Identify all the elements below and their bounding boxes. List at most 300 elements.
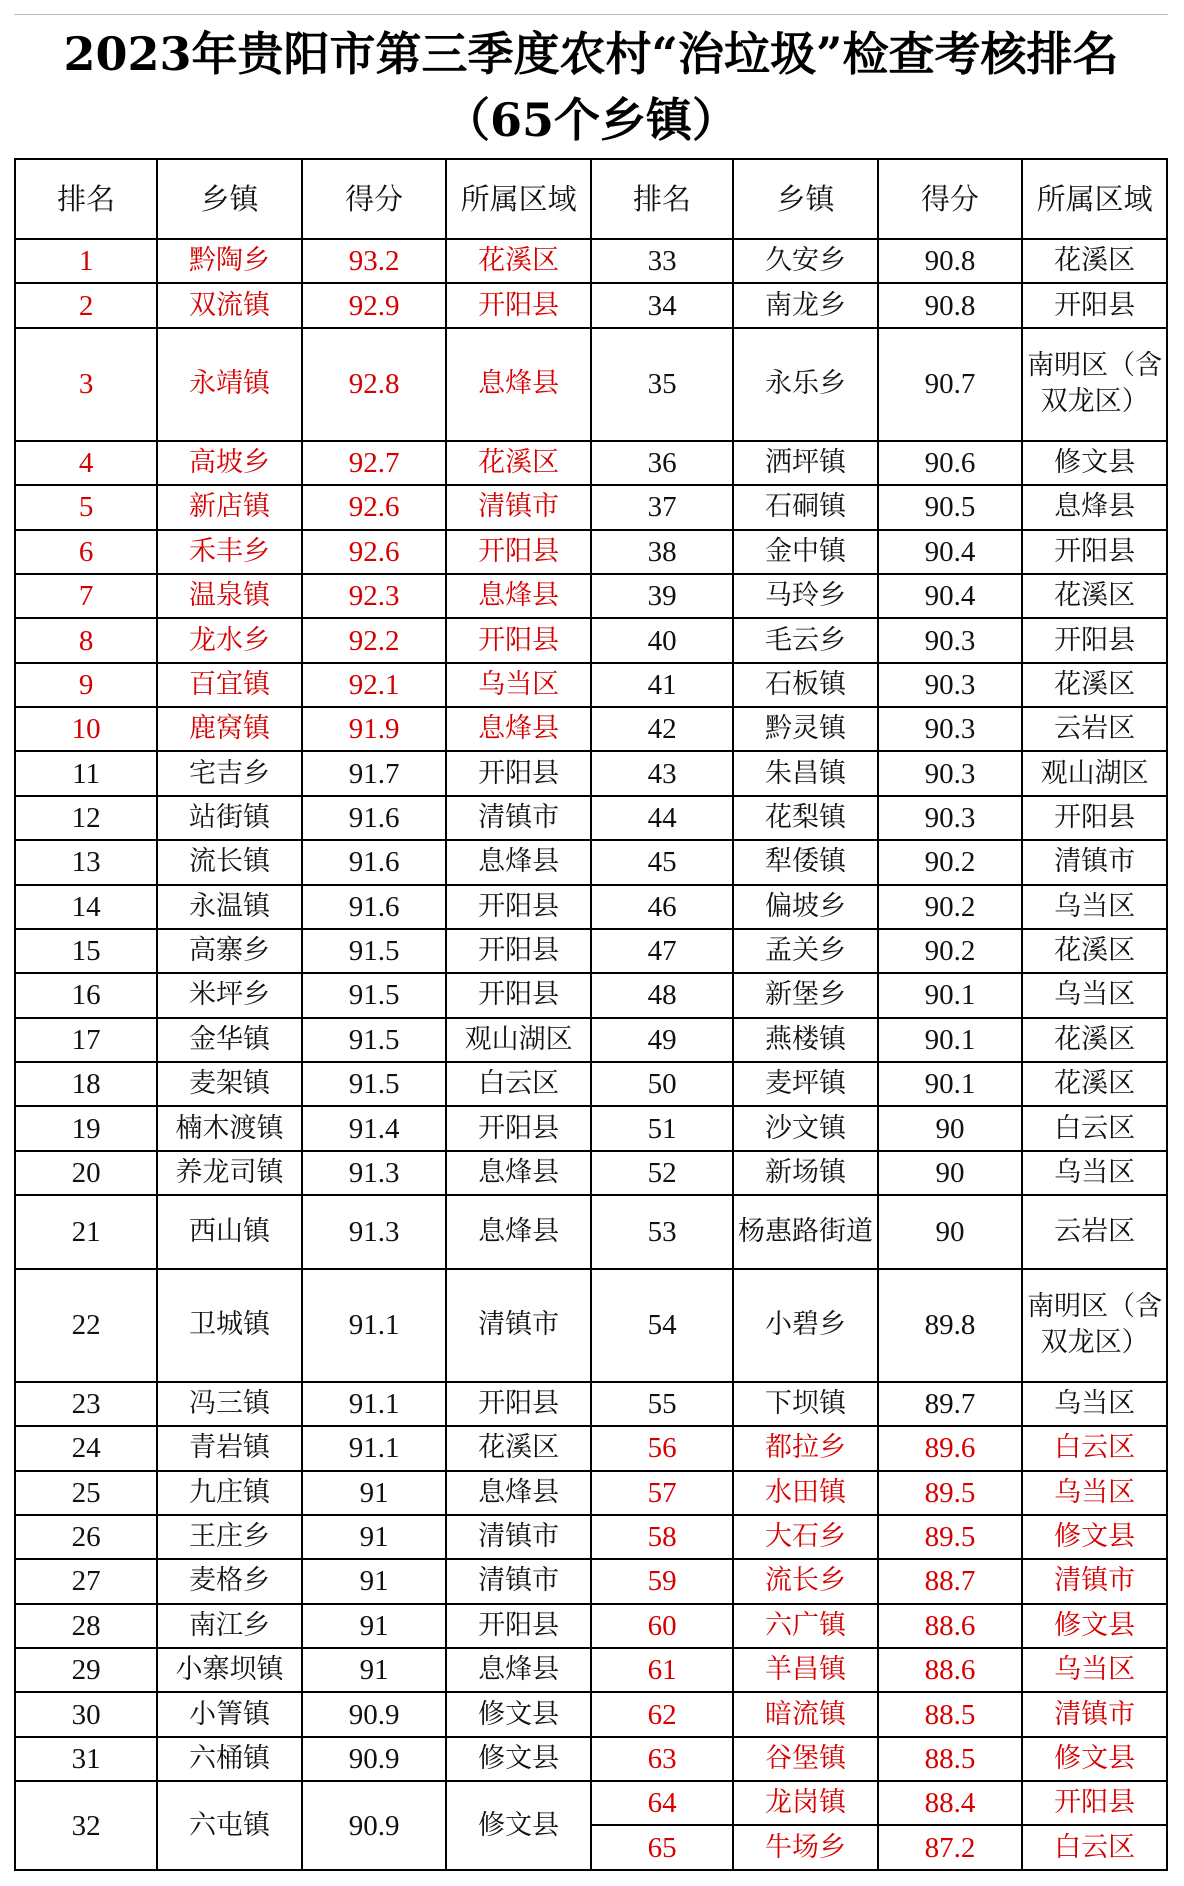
rank-cell: 15 — [15, 929, 157, 973]
header-score: 得分 — [878, 159, 1023, 239]
score-cell: 91 — [302, 1515, 447, 1559]
town-cell: 卫城镇 — [157, 1269, 302, 1382]
rank-cell: 23 — [15, 1382, 157, 1426]
area-cell: 乌当区 — [1022, 885, 1167, 929]
score-cell: 91.7 — [302, 751, 447, 795]
score-cell: 89.6 — [878, 1426, 1023, 1470]
town-cell: 羊昌镇 — [733, 1648, 878, 1692]
town-cell: 暗流镇 — [733, 1692, 878, 1736]
rank-cell: 34 — [591, 283, 733, 327]
rank-cell: 25 — [15, 1471, 157, 1515]
score-cell: 92.8 — [302, 328, 447, 441]
score-cell: 90.9 — [302, 1737, 447, 1781]
area-cell: 乌当区 — [1022, 1648, 1167, 1692]
header-area: 所属区域 — [1022, 159, 1167, 239]
rank-cell: 39 — [591, 574, 733, 618]
area-cell: 清镇市 — [1022, 840, 1167, 884]
town-cell: 孟关乡 — [733, 929, 878, 973]
score-cell: 90.3 — [878, 796, 1023, 840]
area-cell: 修文县 — [446, 1737, 591, 1781]
rank-cell: 17 — [15, 1018, 157, 1062]
town-cell: 九庄镇 — [157, 1471, 302, 1515]
header-row — [15, 159, 1167, 239]
score-cell: 88.6 — [878, 1604, 1023, 1648]
area-cell: 修文县 — [1022, 1604, 1167, 1648]
table-row — [15, 1269, 1167, 1382]
town-cell: 永靖镇 — [157, 328, 302, 441]
rank-cell: 51 — [591, 1106, 733, 1150]
area-cell: 修文县 — [1022, 1737, 1167, 1781]
town-cell: 新店镇 — [157, 485, 302, 529]
table-row — [15, 618, 1167, 662]
rank-cell: 57 — [591, 1471, 733, 1515]
score-cell: 90.9 — [302, 1692, 447, 1736]
area-cell: 花溪区 — [1022, 239, 1167, 283]
rank-cell: 36 — [591, 441, 733, 485]
town-cell: 宅吉乡 — [157, 751, 302, 795]
rank-cell: 9 — [15, 663, 157, 707]
town-cell: 西山镇 — [157, 1195, 302, 1269]
rank-cell: 28 — [15, 1604, 157, 1648]
area-cell: 乌当区 — [1022, 1382, 1167, 1426]
score-cell: 91.9 — [302, 707, 447, 751]
table-row — [15, 1062, 1167, 1106]
header-area: 所属区域 — [446, 159, 591, 239]
rank-cell: 14 — [15, 885, 157, 929]
rank-cell: 18 — [15, 1062, 157, 1106]
town-cell: 大石乡 — [733, 1515, 878, 1559]
town-cell: 毛云乡 — [733, 618, 878, 662]
rank-cell: 46 — [591, 885, 733, 929]
score-cell: 89.8 — [878, 1269, 1023, 1382]
area-cell: 乌当区 — [1022, 973, 1167, 1017]
score-cell: 92.2 — [302, 618, 447, 662]
area-cell: 开阳县 — [446, 530, 591, 574]
rank-cell: 43 — [591, 751, 733, 795]
rank-cell: 38 — [591, 530, 733, 574]
score-cell: 88.7 — [878, 1559, 1023, 1603]
table-row — [15, 1195, 1167, 1269]
table-row — [15, 707, 1167, 751]
town-cell: 冯三镇 — [157, 1382, 302, 1426]
rank-cell: 48 — [591, 973, 733, 1017]
rank-cell: 41 — [591, 663, 733, 707]
area-cell: 花溪区 — [446, 1426, 591, 1470]
table-row — [15, 530, 1167, 574]
rank-cell: 2 — [15, 283, 157, 327]
area-cell: 开阳县 — [446, 885, 591, 929]
score-cell: 92.9 — [302, 283, 447, 327]
town-cell: 麦格乡 — [157, 1559, 302, 1603]
header-town: 乡镇 — [733, 159, 878, 239]
ranking-table — [14, 158, 1168, 1871]
area-cell: 清镇市 — [446, 1559, 591, 1603]
area-cell: 清镇市 — [1022, 1559, 1167, 1603]
table-row — [15, 751, 1167, 795]
rank-cell: 5 — [15, 485, 157, 529]
town-cell: 龙水乡 — [157, 618, 302, 662]
area-cell: 白云区 — [1022, 1825, 1167, 1870]
area-cell: 修文县 — [446, 1692, 591, 1736]
rank-cell: 31 — [15, 1737, 157, 1781]
rank-cell: 58 — [591, 1515, 733, 1559]
rank-cell: 47 — [591, 929, 733, 973]
rank-cell: 4 — [15, 441, 157, 485]
area-cell: 花溪区 — [446, 441, 591, 485]
area-cell: 清镇市 — [446, 1269, 591, 1382]
score-cell: 92.7 — [302, 441, 447, 485]
town-cell: 流长乡 — [733, 1559, 878, 1603]
town-cell: 新堡乡 — [733, 973, 878, 1017]
score-cell: 91 — [302, 1604, 447, 1648]
rank-cell: 59 — [591, 1559, 733, 1603]
score-cell: 90.2 — [878, 840, 1023, 884]
area-cell: 花溪区 — [1022, 1018, 1167, 1062]
rank-cell: 55 — [591, 1382, 733, 1426]
town-cell: 牛场乡 — [733, 1825, 878, 1870]
score-cell: 90 — [878, 1195, 1023, 1269]
score-cell: 90.8 — [878, 283, 1023, 327]
area-cell: 乌当区 — [1022, 1471, 1167, 1515]
town-cell: 谷堡镇 — [733, 1737, 878, 1781]
table-row — [15, 1604, 1167, 1648]
score-cell: 90.4 — [878, 530, 1023, 574]
rank-cell: 12 — [15, 796, 157, 840]
town-cell: 双流镇 — [157, 283, 302, 327]
rank-cell: 62 — [591, 1692, 733, 1736]
table-row — [15, 1382, 1167, 1426]
score-cell: 90.2 — [878, 929, 1023, 973]
town-cell: 麦坪镇 — [733, 1062, 878, 1106]
score-cell: 91.3 — [302, 1151, 447, 1195]
table-row — [15, 574, 1167, 618]
rank-cell: 61 — [591, 1648, 733, 1692]
town-cell: 六屯镇 — [157, 1781, 302, 1870]
score-cell: 91.1 — [302, 1269, 447, 1382]
town-cell: 小寨坝镇 — [157, 1648, 302, 1692]
rank-cell: 19 — [15, 1106, 157, 1150]
town-cell: 六桶镇 — [157, 1737, 302, 1781]
score-cell: 91.6 — [302, 885, 447, 929]
score-cell: 90.3 — [878, 663, 1023, 707]
score-cell: 92.3 — [302, 574, 447, 618]
town-cell: 新场镇 — [733, 1151, 878, 1195]
town-cell: 永乐乡 — [733, 328, 878, 441]
rank-cell: 52 — [591, 1151, 733, 1195]
score-cell: 91.6 — [302, 840, 447, 884]
town-cell: 黔陶乡 — [157, 239, 302, 283]
table-row — [15, 973, 1167, 1017]
table-row — [15, 1106, 1167, 1150]
rank-cell: 11 — [15, 751, 157, 795]
town-cell: 站街镇 — [157, 796, 302, 840]
table-row — [15, 929, 1167, 973]
area-cell: 清镇市 — [1022, 1692, 1167, 1736]
town-cell: 犁倭镇 — [733, 840, 878, 884]
town-cell: 都拉乡 — [733, 1426, 878, 1470]
header-score: 得分 — [302, 159, 447, 239]
score-cell: 90.1 — [878, 973, 1023, 1017]
area-cell: 白云区 — [446, 1062, 591, 1106]
rank-cell: 40 — [591, 618, 733, 662]
score-cell: 88.5 — [878, 1737, 1023, 1781]
score-cell: 88.5 — [878, 1692, 1023, 1736]
rank-cell: 54 — [591, 1269, 733, 1382]
area-cell: 息烽县 — [446, 840, 591, 884]
area-cell: 观山湖区 — [446, 1018, 591, 1062]
town-cell: 杨惠路街道 — [733, 1195, 878, 1269]
town-cell: 永温镇 — [157, 885, 302, 929]
table-row — [15, 1781, 1167, 1825]
area-cell: 清镇市 — [446, 796, 591, 840]
ranking-sheet — [14, 14, 1168, 1871]
rank-cell: 30 — [15, 1692, 157, 1736]
area-cell: 花溪区 — [1022, 929, 1167, 973]
town-cell: 温泉镇 — [157, 574, 302, 618]
score-cell: 90 — [878, 1151, 1023, 1195]
table-row — [15, 1515, 1167, 1559]
score-cell: 92.6 — [302, 530, 447, 574]
table-row — [15, 1426, 1167, 1470]
rank-cell: 13 — [15, 840, 157, 884]
rank-cell: 60 — [591, 1604, 733, 1648]
rank-cell: 24 — [15, 1426, 157, 1470]
area-cell: 南明区（含双龙区） — [1022, 1269, 1167, 1382]
area-cell: 乌当区 — [1022, 1151, 1167, 1195]
rank-cell: 63 — [591, 1737, 733, 1781]
town-cell: 百宜镇 — [157, 663, 302, 707]
table-row — [15, 485, 1167, 529]
score-cell: 90.1 — [878, 1018, 1023, 1062]
area-cell: 息烽县 — [1022, 485, 1167, 529]
rank-cell: 21 — [15, 1195, 157, 1269]
score-cell: 91.4 — [302, 1106, 447, 1150]
score-cell: 93.2 — [302, 239, 447, 283]
town-cell: 花梨镇 — [733, 796, 878, 840]
rank-cell: 29 — [15, 1648, 157, 1692]
header-town: 乡镇 — [157, 159, 302, 239]
rank-cell: 20 — [15, 1151, 157, 1195]
area-cell: 开阳县 — [446, 283, 591, 327]
town-cell: 楠木渡镇 — [157, 1106, 302, 1150]
score-cell: 90.7 — [878, 328, 1023, 441]
town-cell: 石硐镇 — [733, 485, 878, 529]
area-cell: 息烽县 — [446, 707, 591, 751]
town-cell: 高坡乡 — [157, 441, 302, 485]
town-cell: 朱昌镇 — [733, 751, 878, 795]
score-cell: 92.6 — [302, 485, 447, 529]
score-cell: 90.4 — [878, 574, 1023, 618]
area-cell: 云岩区 — [1022, 707, 1167, 751]
town-cell: 禾丰乡 — [157, 530, 302, 574]
area-cell: 开阳县 — [1022, 796, 1167, 840]
table-row — [15, 441, 1167, 485]
table-row — [15, 1737, 1167, 1781]
score-cell: 91.1 — [302, 1426, 447, 1470]
area-cell: 息烽县 — [446, 1648, 591, 1692]
area-cell: 修文县 — [446, 1781, 591, 1870]
area-cell: 息烽县 — [446, 328, 591, 441]
area-cell: 乌当区 — [446, 663, 591, 707]
town-cell: 金中镇 — [733, 530, 878, 574]
area-cell: 息烽县 — [446, 1151, 591, 1195]
town-cell: 高寨乡 — [157, 929, 302, 973]
score-cell: 91.5 — [302, 929, 447, 973]
score-cell: 91.5 — [302, 1062, 447, 1106]
table-row — [15, 1151, 1167, 1195]
table-row — [15, 283, 1167, 327]
town-cell: 黔灵镇 — [733, 707, 878, 751]
table-row — [15, 1018, 1167, 1062]
town-cell: 久安乡 — [733, 239, 878, 283]
area-cell: 息烽县 — [446, 1471, 591, 1515]
area-cell: 修文县 — [1022, 1515, 1167, 1559]
rank-cell: 33 — [591, 239, 733, 283]
town-cell: 南江乡 — [157, 1604, 302, 1648]
area-cell: 开阳县 — [446, 929, 591, 973]
area-cell: 花溪区 — [446, 239, 591, 283]
town-cell: 流长镇 — [157, 840, 302, 884]
area-cell: 修文县 — [1022, 441, 1167, 485]
score-cell: 91.5 — [302, 1018, 447, 1062]
rank-cell: 37 — [591, 485, 733, 529]
town-cell: 洒坪镇 — [733, 441, 878, 485]
area-cell: 开阳县 — [446, 1106, 591, 1150]
area-cell: 开阳县 — [446, 751, 591, 795]
score-cell: 91.6 — [302, 796, 447, 840]
town-cell: 马玲乡 — [733, 574, 878, 618]
rank-cell: 32 — [15, 1781, 157, 1870]
town-cell: 南龙乡 — [733, 283, 878, 327]
score-cell: 90.3 — [878, 751, 1023, 795]
town-cell: 沙文镇 — [733, 1106, 878, 1150]
rank-cell: 10 — [15, 707, 157, 751]
table-row — [15, 239, 1167, 283]
rank-cell: 64 — [591, 1781, 733, 1825]
area-cell: 开阳县 — [446, 973, 591, 1017]
town-cell: 石板镇 — [733, 663, 878, 707]
rank-cell: 45 — [591, 840, 733, 884]
town-cell: 麦架镇 — [157, 1062, 302, 1106]
score-cell: 92.1 — [302, 663, 447, 707]
rank-cell: 44 — [591, 796, 733, 840]
score-cell: 90.5 — [878, 485, 1023, 529]
town-cell: 小箐镇 — [157, 1692, 302, 1736]
table-row — [15, 1559, 1167, 1603]
area-cell: 花溪区 — [1022, 1062, 1167, 1106]
area-cell: 开阳县 — [446, 618, 591, 662]
score-cell: 89.5 — [878, 1471, 1023, 1515]
header-rank: 排名 — [15, 159, 157, 239]
table-row — [15, 885, 1167, 929]
town-cell: 青岩镇 — [157, 1426, 302, 1470]
town-cell: 小碧乡 — [733, 1269, 878, 1382]
area-cell: 息烽县 — [446, 574, 591, 618]
score-cell: 91.3 — [302, 1195, 447, 1269]
table-row — [15, 328, 1167, 441]
score-cell: 91.1 — [302, 1382, 447, 1426]
score-cell: 89.5 — [878, 1515, 1023, 1559]
rank-cell: 42 — [591, 707, 733, 751]
area-cell: 息烽县 — [446, 1195, 591, 1269]
town-cell: 鹿窝镇 — [157, 707, 302, 751]
score-cell: 91 — [302, 1559, 447, 1603]
score-cell: 90.3 — [878, 618, 1023, 662]
town-cell: 水田镇 — [733, 1471, 878, 1515]
town-cell: 偏坡乡 — [733, 885, 878, 929]
rank-cell: 16 — [15, 973, 157, 1017]
area-cell: 清镇市 — [446, 485, 591, 529]
area-cell: 开阳县 — [446, 1382, 591, 1426]
area-cell: 花溪区 — [1022, 574, 1167, 618]
rank-cell: 26 — [15, 1515, 157, 1559]
table-row — [15, 1471, 1167, 1515]
rank-cell: 50 — [591, 1062, 733, 1106]
town-cell: 龙岗镇 — [733, 1781, 878, 1825]
page-title: 2023年贵阳市第三季度农村“治垃圾”检查考核排名（65个乡镇） — [14, 14, 1168, 158]
town-cell: 米坪乡 — [157, 973, 302, 1017]
town-cell: 养龙司镇 — [157, 1151, 302, 1195]
area-cell: 白云区 — [1022, 1106, 1167, 1150]
score-cell: 90.1 — [878, 1062, 1023, 1106]
town-cell: 下坝镇 — [733, 1382, 878, 1426]
score-cell: 91 — [302, 1471, 447, 1515]
area-cell: 开阳县 — [1022, 283, 1167, 327]
rank-cell: 22 — [15, 1269, 157, 1382]
score-cell: 88.6 — [878, 1648, 1023, 1692]
area-cell: 清镇市 — [446, 1515, 591, 1559]
table-row — [15, 1692, 1167, 1736]
score-cell: 87.2 — [878, 1825, 1023, 1870]
town-cell: 金华镇 — [157, 1018, 302, 1062]
rank-cell: 6 — [15, 530, 157, 574]
score-cell: 91.5 — [302, 973, 447, 1017]
score-cell: 90.8 — [878, 239, 1023, 283]
town-cell: 燕楼镇 — [733, 1018, 878, 1062]
table-row — [15, 840, 1167, 884]
rank-cell: 1 — [15, 239, 157, 283]
score-cell: 89.7 — [878, 1382, 1023, 1426]
header-rank: 排名 — [591, 159, 733, 239]
score-cell: 88.4 — [878, 1781, 1023, 1825]
rank-cell: 3 — [15, 328, 157, 441]
score-cell: 90.6 — [878, 441, 1023, 485]
score-cell: 90.2 — [878, 885, 1023, 929]
rank-cell: 27 — [15, 1559, 157, 1603]
rank-cell: 56 — [591, 1426, 733, 1470]
rank-cell: 35 — [591, 328, 733, 441]
score-cell: 91 — [302, 1648, 447, 1692]
table-row — [15, 1648, 1167, 1692]
score-cell: 90 — [878, 1106, 1023, 1150]
town-cell: 王庄乡 — [157, 1515, 302, 1559]
area-cell: 观山湖区 — [1022, 751, 1167, 795]
table-row — [15, 796, 1167, 840]
area-cell: 花溪区 — [1022, 663, 1167, 707]
rank-cell: 53 — [591, 1195, 733, 1269]
area-cell: 开阳县 — [1022, 618, 1167, 662]
table-row — [15, 663, 1167, 707]
area-cell: 南明区（含双龙区） — [1022, 328, 1167, 441]
area-cell: 开阳县 — [1022, 530, 1167, 574]
town-cell: 六广镇 — [733, 1604, 878, 1648]
score-cell: 90.9 — [302, 1781, 447, 1870]
rank-cell: 65 — [591, 1825, 733, 1870]
area-cell: 开阳县 — [446, 1604, 591, 1648]
area-cell: 白云区 — [1022, 1426, 1167, 1470]
rank-cell: 8 — [15, 618, 157, 662]
score-cell: 90.3 — [878, 707, 1023, 751]
